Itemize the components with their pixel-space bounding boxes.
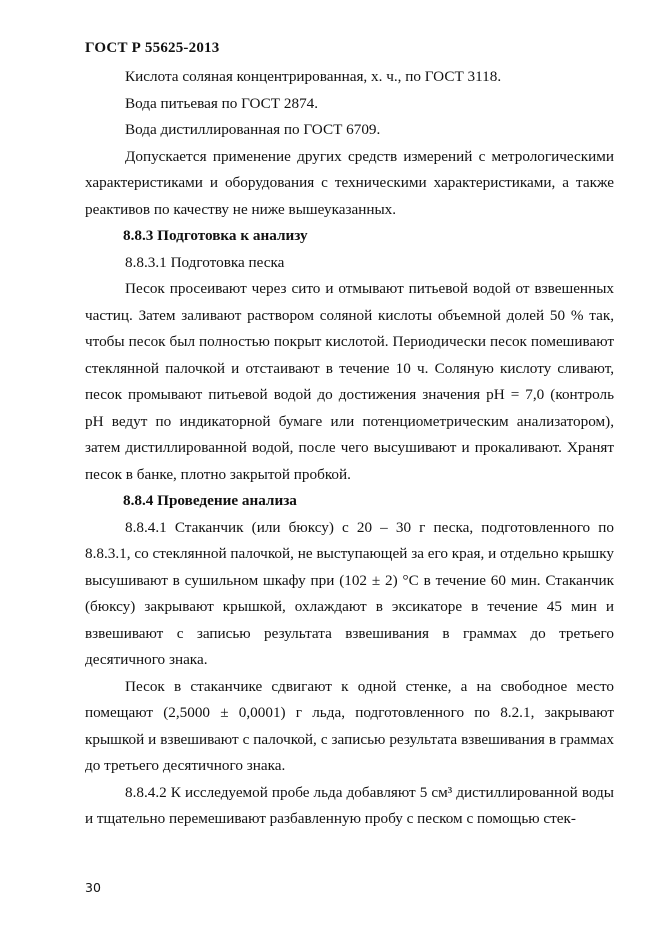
reagent-line-drinking-water: Вода питьевая по ГОСТ 2874. xyxy=(125,94,319,112)
section-heading-8-8-3: 8.8.3 Подготовка к анализу xyxy=(123,227,308,244)
reagent-line-distilled-water: Вода дистиллированная по ГОСТ 6709. xyxy=(125,121,381,138)
document-header: ГОСТ Р 55625-2013 xyxy=(85,40,220,56)
section-heading-8-8-4: 8.8.4 Проведение анализа xyxy=(123,492,297,509)
document-body xyxy=(85,64,614,833)
paragraph-substitution-note: Допускается применение других средств измерений с метрологическими характеристиками и оборудования с техническими характеристиками, а также реактивов по качеству не ниже вышеуказанных. xyxy=(85,147,614,218)
page-number: 30 xyxy=(85,880,101,895)
paragraph-ice-weighing: Песок в стаканчике сдвигают к одной стенке, а на свободное место помещают (2,5000 ± 0,0001) г льда, подготовленного по 8.2.1, закрывают крышкой и взвешивают с палочкой, с записью результата взвешивания в граммах до третьего десятичного знака. xyxy=(85,677,614,774)
paragraph-sand-preparation: Песок просеивают через сито и отмывают питьевой водой от взвешенных частиц. Затем заливают раствором соляной кислоты объемной долей 50 % так, чтобы песок был полностью покрыт кислотой. Периодически песок помешивают стеклянной палочкой и отстаивают в течение 10 ч. Соляную кислоту сливают, песок промывают питьевой водой до достижения значения pH = 7,0 (контроль pH ведут по индикаторной бумаге или потенциометрическим анализатором), затем дистиллированной водой, после чего высушивают и прокаливают. Хранят песок в банке, плотно закрытой пробкой. xyxy=(85,280,614,483)
paragraph-8-8-4-2: 8.8.4.2 К исследуемой пробе льда добавляют 5 см³ дистиллированной воды и тщательно перемешивают разбавленную пробу с песком с помощью стек- xyxy=(85,783,614,827)
subsection-heading-8-8-3-1: 8.8.3.1 Подготовка песка xyxy=(125,253,285,271)
paragraph-8-8-4-1: 8.8.4.1 Стаканчик (или бюксу) с 20 – 30 г песка, подготовленного по 8.8.3.1, со стеклянной палочкой, не выступающей за его края, и отдельно крышку высушивают в сушильном шкафу при (102 ± 2) °С в течение 60 мин. Стаканчик (бюксу) закрывают крышкой, охлаждают в эксикаторе в течение 45 мин и взвешивают с записью результата взвешивания в граммах до третьего десятичного знака. xyxy=(85,518,614,668)
reagent-line-hcl: Кислота соляная концентрированная, х. ч., по ГОСТ 3118. xyxy=(125,68,502,85)
